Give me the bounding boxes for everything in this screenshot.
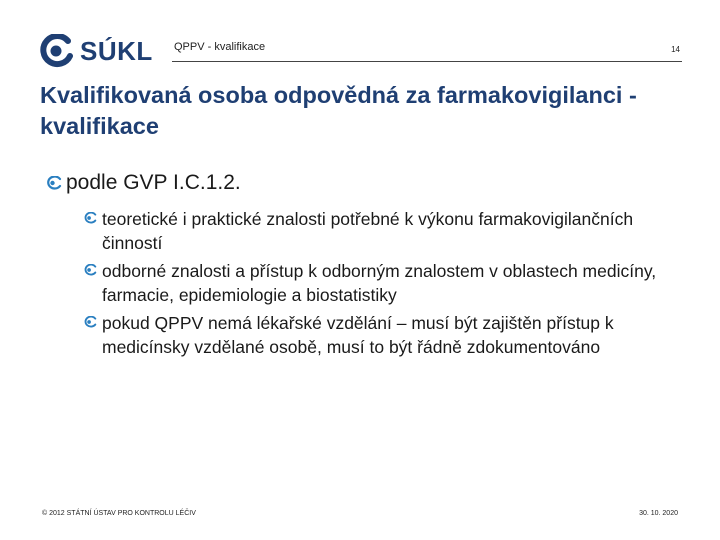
footer-date: 30. 10. 2020 [639, 510, 678, 517]
swirl-bullet-icon [82, 264, 97, 276]
footer-copyright: © 2012 STÁTNÍ ÚSTAV PRO KONTROLU LÉČIV [42, 510, 196, 517]
header-divider [172, 61, 682, 62]
sub-bullet-list [82, 207, 672, 363]
logo-text: SÚKL [80, 35, 153, 66]
sub-bullet-item [82, 207, 672, 255]
sub-bullet-item [82, 311, 672, 359]
swirl-bullet-icon [82, 212, 97, 224]
swirl-bullet-icon [82, 316, 97, 328]
sukl-logo-icon [38, 34, 74, 68]
bullet-level-1-text: podle GVP I.C.1.2. [66, 171, 241, 194]
bullet-level-1 [44, 171, 241, 195]
slide-title: Kvalifikovaná osoba odpovědná za farmakovigilanci - kvalifikace [40, 82, 637, 139]
sub-bullet-text: pokud QPPV nemá lékařské vzdělání – musí být zajištěn přístup k medicínsky vzdělané osobě, musí to být řádně zdokumentováno [102, 313, 614, 357]
page-number: 14 [671, 45, 680, 54]
sub-bullet-text: odborné znalosti a přístup k odborným znalostem v oblastech medicíny, farmacie, epidemiologie a biostatistiky [102, 261, 657, 305]
sub-bullet-text: teoretické i praktické znalosti potřebné k výkonu farmakovigilančních činností [102, 209, 634, 253]
swirl-bullet-icon [44, 176, 62, 190]
sukl-logo [38, 34, 153, 68]
sub-bullet-item [82, 259, 672, 307]
header-section-title: QPPV - kvalifikace [174, 41, 266, 53]
